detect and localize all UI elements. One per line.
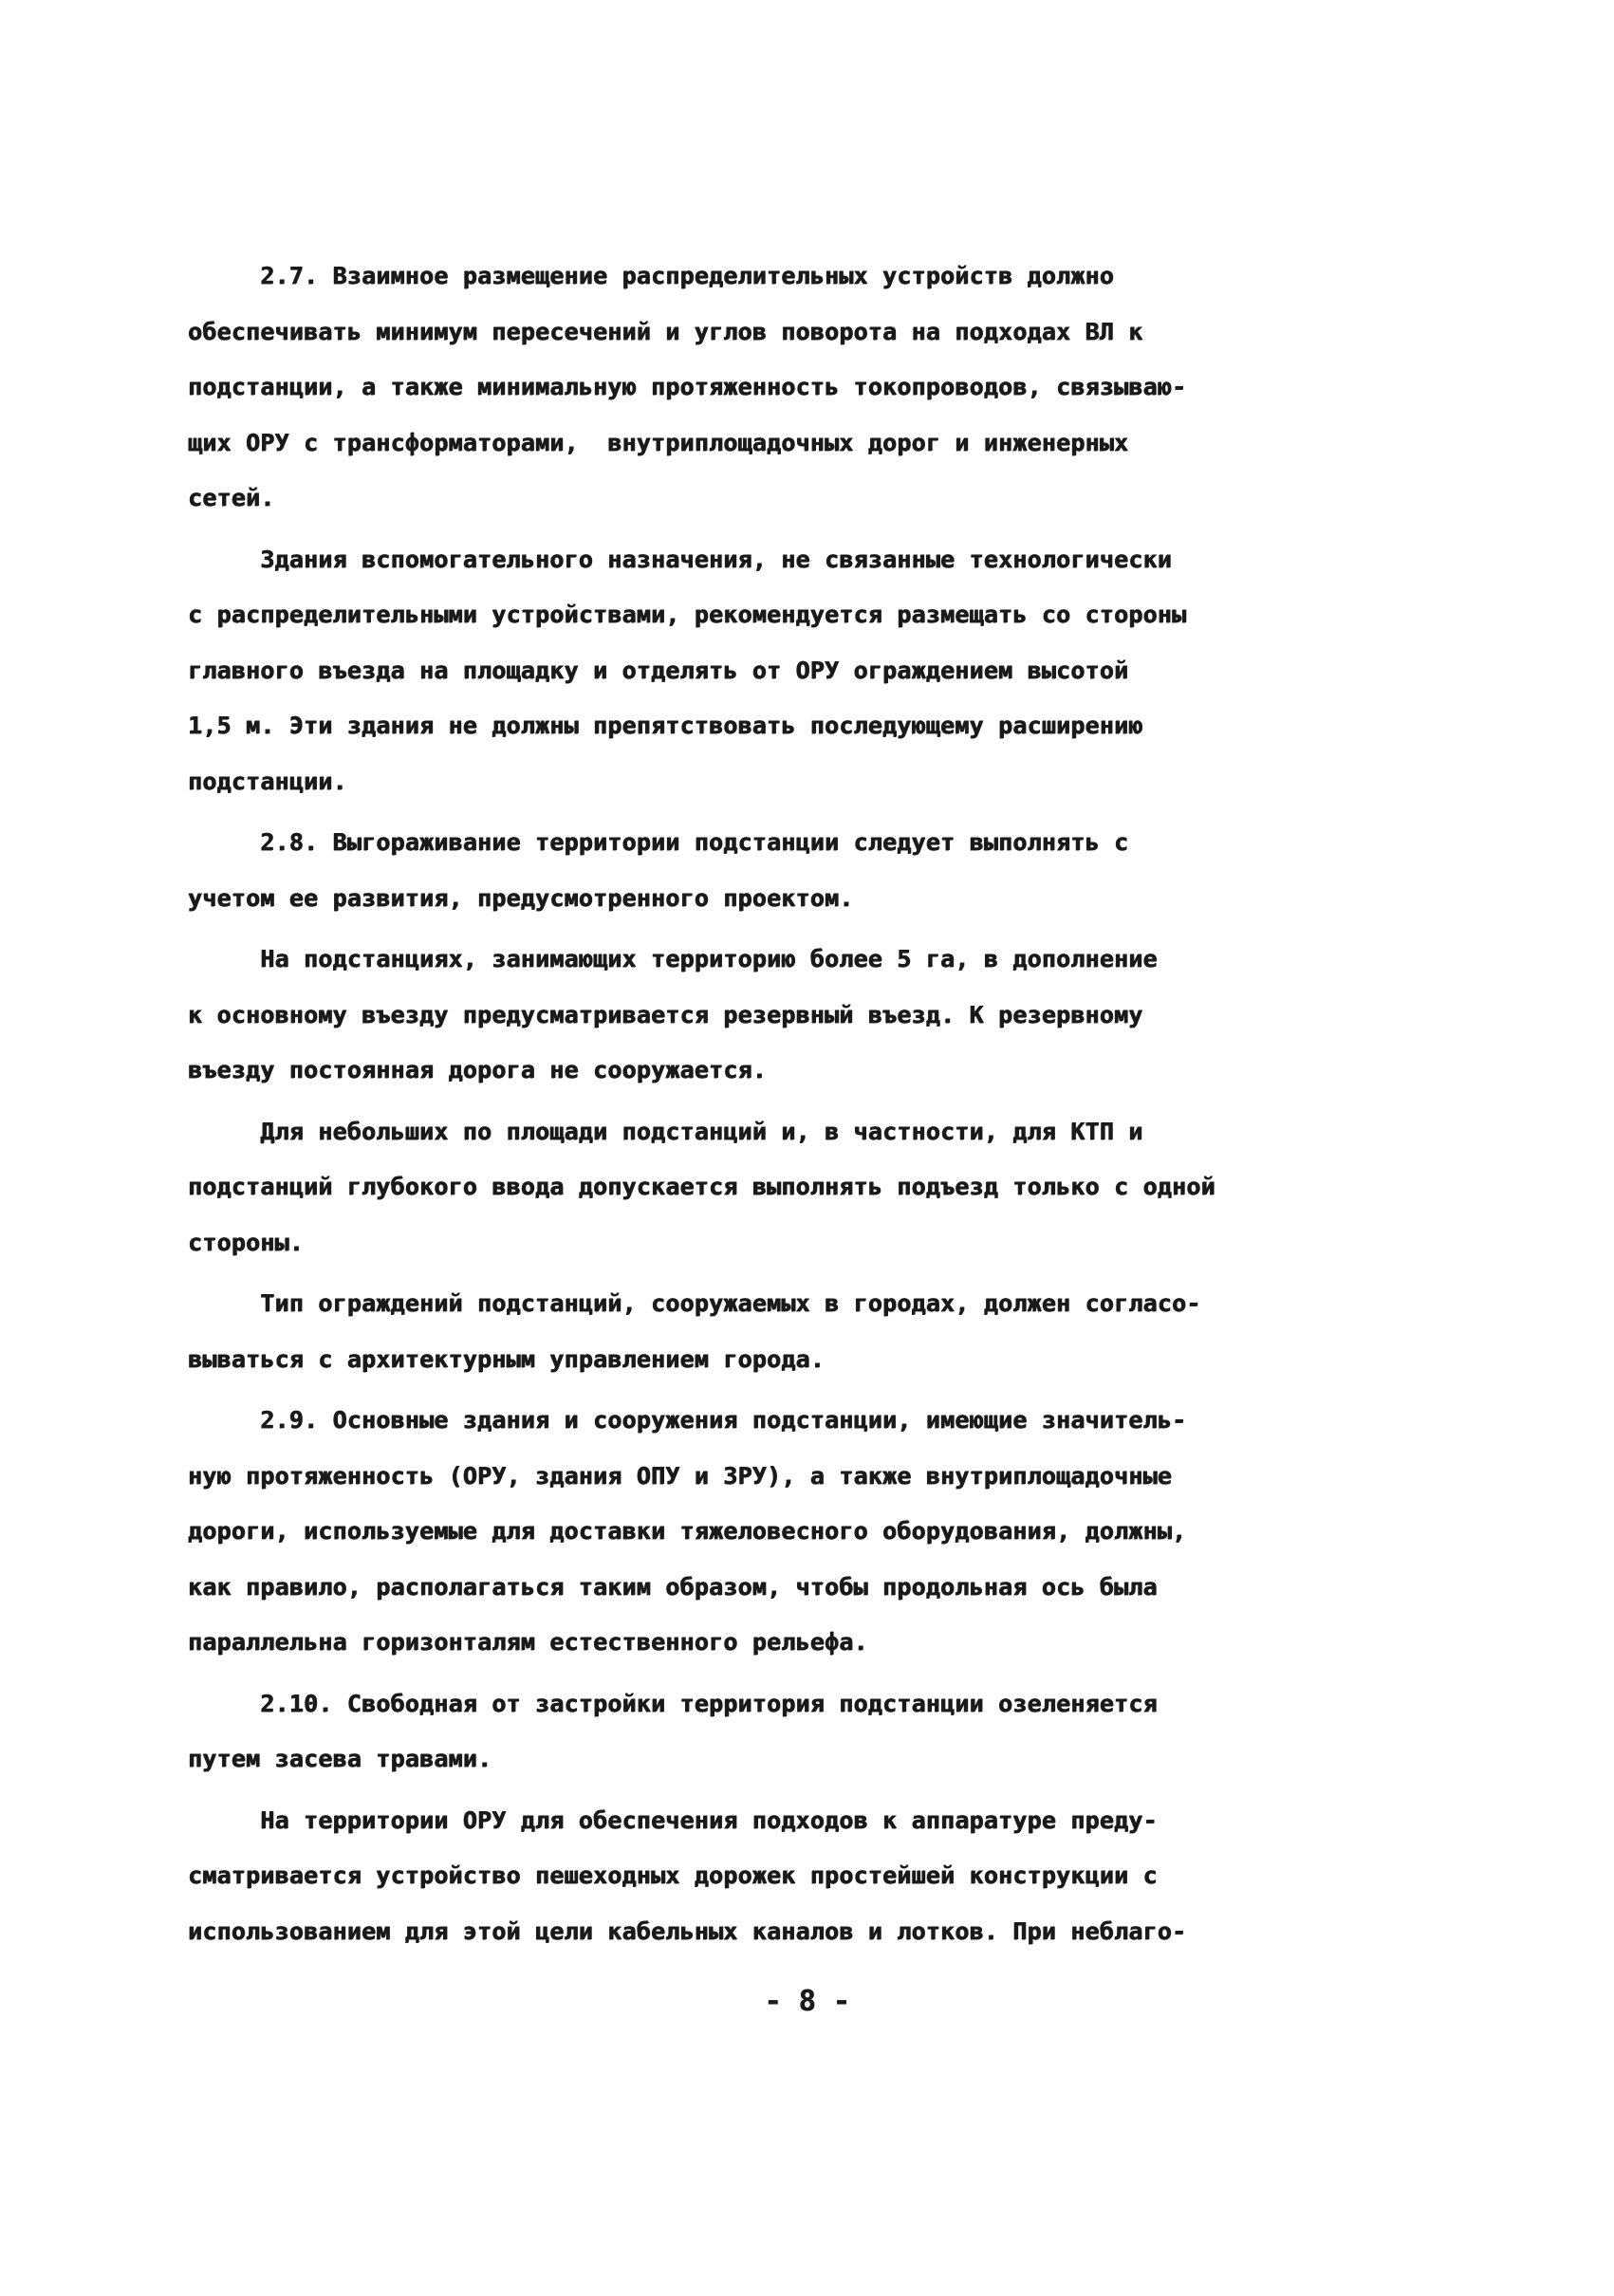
- text-line: На подстанциях, занимающих территорию более 5 га, в дополнение: [188, 945, 1158, 972]
- paragraph-2-8: [188, 815, 1459, 926]
- text-line: Для небольших по площади подстанций и, в частности, для КТП и: [188, 1117, 1143, 1145]
- text-line: 2.8. Выгораживание территории подстанции следует выполнять с: [188, 828, 1129, 856]
- paragraph-2-10: [188, 1676, 1459, 1787]
- text-line: с распределительными устройствами, рекомендуется размещать со стороны: [188, 601, 1187, 628]
- text-line: подстанции.: [188, 767, 347, 795]
- text-line: дороги, используемые для доставки тяжеловесного оборудования, должны,: [188, 1517, 1187, 1545]
- text-line: подстанций глубокого ввода допускается выполнять подъезд только с одной: [188, 1173, 1215, 1200]
- text-line: к основному въезду предусматривается резервный въезд. К резервному: [188, 1000, 1143, 1028]
- page-number: - 8 -: [764, 1985, 850, 2018]
- text-line: использованием для этой цели кабельных каналов и лотков. При неблаго-: [188, 1916, 1187, 1945]
- text-line: Здания вспомогательного назначения, не связанные технологически: [188, 545, 1173, 573]
- text-line: подстанции, а также минимальную протяженность токопроводов, связываю-: [188, 373, 1187, 400]
- text-line: Тип ограждений подстанций, сооружаемых в городах, должен согласо-: [188, 1289, 1201, 1317]
- text-line: путем засева травами.: [188, 1745, 492, 1772]
- text-line: как правило, располагаться таким образом, чтобы продольная ось была: [188, 1572, 1158, 1601]
- text-line: 2.10. Свободная от застройки территория подстанции озеленяется: [188, 1689, 1158, 1717]
- paragraph-fencing-type: [188, 1276, 1459, 1387]
- text-line: вываться с архитектурным управлением города.: [188, 1344, 826, 1373]
- text-line: ную протяженность (ОРУ, здания ОПУ и ЗРУ), а также внутриплощадочные: [188, 1461, 1173, 1490]
- text-line: въезду постоянная дорога не сооружается.: [188, 1056, 768, 1083]
- text-line: параллельна горизонталям естественного рельефа.: [188, 1628, 868, 1656]
- document-body: [188, 249, 1459, 1965]
- text-line: сетей.: [188, 484, 275, 511]
- text-line: 2.7. Взаимное размещение распределительных устройств должно: [188, 262, 1115, 289]
- paragraph-small-substations: [188, 1104, 1459, 1271]
- text-line: стороны.: [188, 1228, 305, 1256]
- text-line: учетом ее развития, предусмотренного проектом.: [188, 883, 854, 912]
- text-line: щих ОРУ с трансформаторами, внутриплощадочных дорог и инженерных: [188, 428, 1129, 456]
- paragraph-reserve-entrance: [188, 932, 1459, 1099]
- text-line: обеспечивать минимум пересечений и углов поворота на подходах ВЛ к: [188, 317, 1143, 345]
- paragraph-2-7: [188, 249, 1459, 527]
- paragraph-2-9: [188, 1393, 1459, 1671]
- paragraph-auxiliary-buildings: [188, 532, 1459, 810]
- text-line: 2.9. Основные здания и сооружения подстанции, имеющие значитель-: [188, 1406, 1187, 1434]
- text-line: главного въезда на площадку и отделять от ОРУ ограждением высотой: [188, 656, 1129, 684]
- text-line: сматривается устройство пешеходных дорожек простейшей конструкции с: [188, 1861, 1158, 1889]
- text-line: 1,5 м. Эти здания не должны препятствовать последующему расширению: [188, 712, 1143, 739]
- text-line: На территории ОРУ для обеспечения подходов к аппаратуре преду-: [188, 1805, 1158, 1834]
- paragraph-walkways: [188, 1793, 1459, 1960]
